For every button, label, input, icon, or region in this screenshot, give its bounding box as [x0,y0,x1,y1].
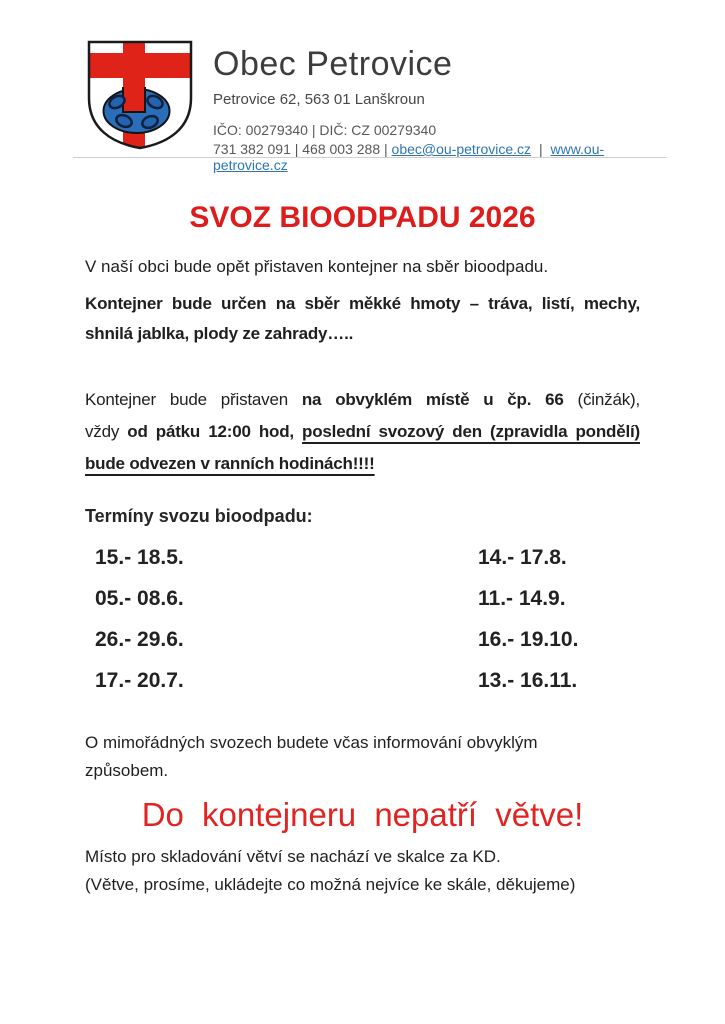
text-segment: bude odvezen v ranních hodinách!!!! [85,454,375,473]
text-line [85,448,640,480]
text-segment: na obvyklém místě u čp. 66 [301,390,564,409]
date-range: 11.- 14.9. [478,587,566,610]
text-line [85,384,640,416]
date-range: 17.- 20.7. [95,669,184,692]
separator: | [538,141,543,157]
text-line [85,319,640,349]
text-segment: vždy [85,422,128,441]
date-range: 15.- 18.5. [95,546,184,569]
schedule-row [85,660,640,701]
document-title: SVOZ BIOODPADU 2026 [189,201,536,234]
date-range: 26.- 29.6. [95,628,184,651]
branch-request-note: (Větve, prosíme, ukládejte co možná nejvíce ke skále, děkujeme) [85,875,576,894]
text-segment: (činžák), [563,390,640,409]
schedule-heading: Termíny svozu bioodpadu: [85,506,313,526]
extra-collections-line1: O mimořádných svozech budete včas informování obvyklým [85,733,538,752]
intro-paragraph: V naší obci bude opět přistaven kontejner na sběr bioodpadu. [85,257,549,276]
text-segment: Kontejner bude přistaven [85,390,302,409]
email-link[interactable]: obec@ou-petrovice.cz [391,141,532,157]
date-range: 16.- 19.10. [478,628,579,651]
branches-warning: Do kontejneru nepatří větve! [141,796,584,833]
registration-ids: IČO: 00279340 | DIČ: CZ 00279340 [213,122,437,138]
text-segment: od pátku 12:00 hod, [127,422,303,441]
container-location-paragraph [85,384,640,480]
schedule-table [85,537,640,701]
organization-name: Obec Petrovice [213,45,453,83]
container-purpose-paragraph [85,289,640,349]
extra-collections-line2: způsobem. [85,761,169,780]
date-range: 13.- 16.11. [478,669,578,692]
branch-storage-note: Místo pro skladování větví se nachází ve skalce za KD. [85,847,501,866]
text-line [85,289,640,319]
text-segment: Kontejner bude určen na sběr měkké hmoty – tráva, listí, mechy, [85,294,640,313]
schedule-row [85,619,640,660]
organization-address: Petrovice 62, 563 01 Lanškroun [213,91,425,108]
date-range: 14.- 17.8. [478,546,567,569]
website-link[interactable]: www.ou-petrovice.cz [213,141,605,173]
schedule-row [85,537,640,578]
phone-numbers: 731 382 091 | 468 003 288 | [213,141,388,157]
date-range: 05.- 08.6. [95,587,184,610]
header-divider [73,157,667,158]
schedule-row [85,578,640,619]
text-segment: poslední svozový den (zpravidla pondělí) [302,422,640,441]
document-body [85,190,640,899]
municipal-crest-icon [87,40,193,150]
extra-collections-note [85,729,640,785]
text-line [85,416,640,448]
text-segment: shnilá jablka, plody ze zahrady….. [85,324,354,343]
